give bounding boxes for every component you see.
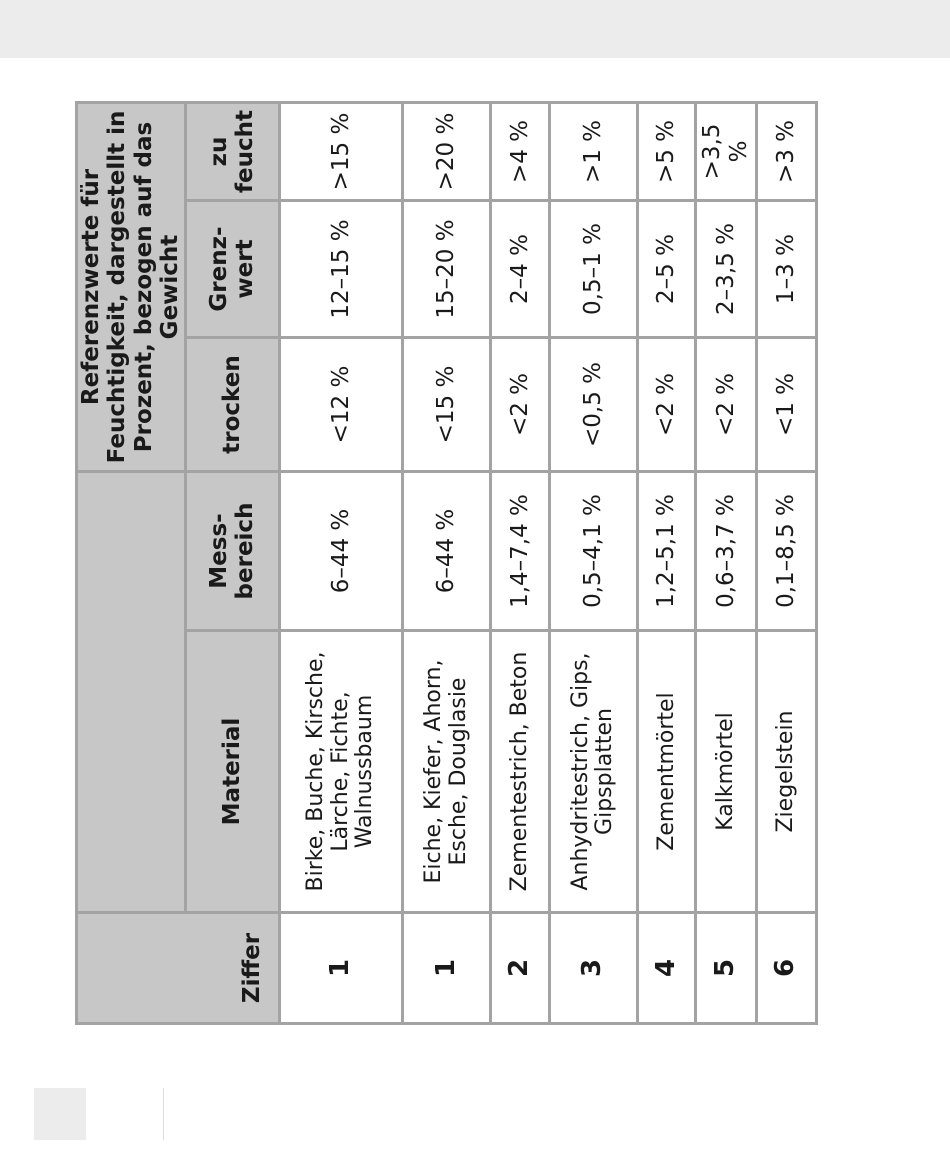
header-trocken: trocken — [185, 338, 279, 472]
header-zu-feucht: zu feucht — [185, 102, 279, 200]
page-number-box — [34, 1088, 86, 1140]
table-body — [279, 102, 816, 1023]
zu-feucht-cell: >4 % — [491, 102, 549, 200]
material-cell: Zementestrich, Beton — [491, 631, 549, 913]
table-row — [549, 102, 637, 1023]
material-cell: Eiche, Kiefer, Ahorn, Esche, Douglasie — [402, 631, 490, 913]
trocken-cell: <12 % — [279, 338, 402, 472]
messbereich-cell: 1,2–5,1 % — [638, 472, 696, 631]
ziffer-cell: 2 — [491, 913, 549, 1024]
messbereich-cell: 0,5–4,1 % — [549, 472, 637, 631]
messbereich-cell: 0,1–8,5 % — [756, 472, 816, 631]
ziffer-cell: 1 — [402, 913, 490, 1024]
trocken-cell: <15 % — [402, 338, 490, 472]
footer-divider — [163, 1088, 164, 1140]
header-ziffer: Ziffer — [77, 913, 280, 1024]
grenzwert-cell: 2–5 % — [638, 201, 696, 338]
table-row — [402, 102, 490, 1023]
grenzwert-cell: 15–20 % — [402, 201, 490, 338]
ziffer-cell: 3 — [549, 913, 637, 1024]
ziffer-cell: 4 — [638, 913, 696, 1024]
zu-feucht-cell: >1 % — [549, 102, 637, 200]
table-row — [696, 102, 756, 1023]
zu-feucht-cell: >5 % — [638, 102, 696, 200]
ziffer-cell: 1 — [279, 913, 402, 1024]
material-cell: Anhydritestrich, Gips, Gipsplatten — [549, 631, 637, 913]
zu-feucht-cell: >3 % — [756, 102, 816, 200]
header-messbereich: Mess-bereich — [185, 472, 279, 631]
zu-feucht-cell: >3,5 % — [696, 102, 756, 200]
material-cell: Ziegelstein — [756, 631, 816, 913]
header-grenzwert: Grenz-wert — [185, 201, 279, 338]
page-header-band — [0, 0, 950, 58]
messbereich-cell: 1,4–7,4 % — [491, 472, 549, 631]
table-row — [756, 102, 816, 1023]
table-row — [491, 102, 549, 1023]
trocken-cell: <2 % — [491, 338, 549, 472]
zu-feucht-cell: >20 % — [402, 102, 490, 200]
trocken-cell: <2 % — [638, 338, 696, 472]
messbereich-cell: 6–44 % — [279, 472, 402, 631]
rotated-table-frame — [75, 104, 818, 1025]
header-material: Material — [185, 631, 279, 913]
header-blank-group — [77, 472, 186, 913]
grenzwert-cell: 2–4 % — [491, 201, 549, 338]
material-cell: Birke, Buche, Kirsche, Lärche, Fichte, Walnussbaum — [279, 631, 402, 913]
moisture-reference-table-container — [75, 104, 818, 1025]
trocken-cell: <2 % — [696, 338, 756, 472]
ziffer-cell: 6 — [756, 913, 816, 1024]
messbereich-cell: 6–44 % — [402, 472, 490, 631]
trocken-cell: <0,5 % — [549, 338, 637, 472]
header-reference-group: Referenzwerte für Feuchtigkeit, dargestellt in Prozent, bezogen auf das Gewicht — [77, 102, 186, 471]
messbereich-cell: 0,6–3,7 % — [696, 472, 756, 631]
material-cell: Zementmörtel — [638, 631, 696, 913]
moisture-reference-table — [75, 101, 818, 1025]
table-row — [638, 102, 696, 1023]
table-row — [279, 102, 402, 1023]
ziffer-cell: 5 — [696, 913, 756, 1024]
material-cell: Kalkmörtel — [696, 631, 756, 913]
trocken-cell: <1 % — [756, 338, 816, 472]
grenzwert-cell: 12–15 % — [279, 201, 402, 338]
grenzwert-cell: 2–3,5 % — [696, 201, 756, 338]
grenzwert-cell: 1–3 % — [756, 201, 816, 338]
zu-feucht-cell: >15 % — [279, 102, 402, 200]
grenzwert-cell: 0,5–1 % — [549, 201, 637, 338]
